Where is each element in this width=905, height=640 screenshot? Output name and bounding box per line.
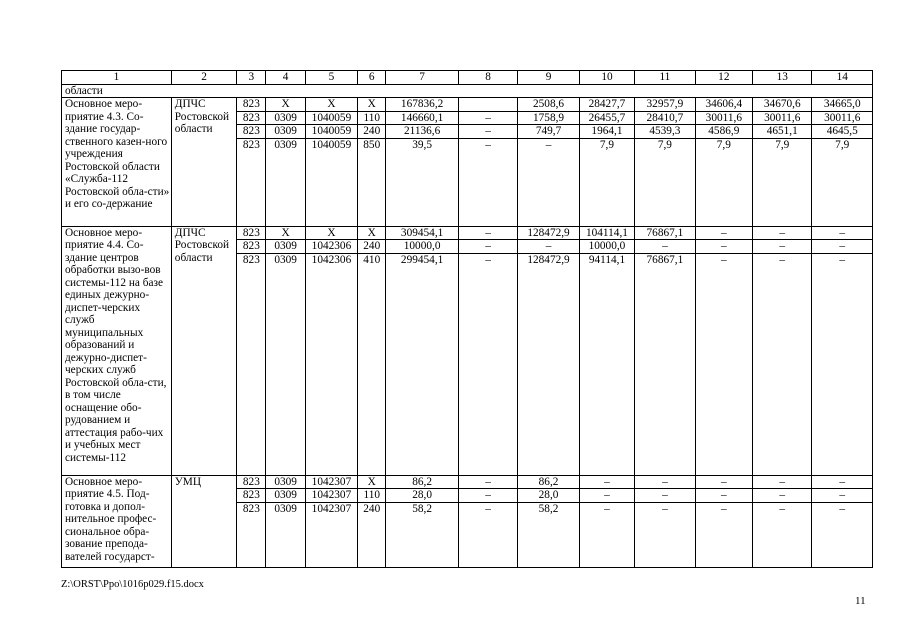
value-cell: X: [305, 226, 357, 240]
value-cell: 146660,1: [386, 111, 459, 125]
value-cell: 1042306: [305, 253, 357, 475]
value-cell: –: [695, 226, 752, 240]
value-cell: –: [458, 226, 517, 240]
value-cell: 7,9: [579, 138, 634, 226]
value-cell: 0309: [266, 240, 305, 254]
value-cell: 0309: [266, 253, 305, 475]
header-row: [62, 71, 873, 85]
footer-file-path: Z:\ORST\Ppo\1016p029.f15.docx: [61, 579, 204, 590]
value-cell: X: [266, 226, 305, 240]
value-cell: 823: [237, 502, 266, 567]
continuation-row: [62, 84, 873, 98]
header-cell: 13: [753, 71, 812, 85]
value-cell: –: [812, 489, 873, 503]
header-cell: 9: [518, 71, 579, 85]
value-cell: 7,9: [635, 138, 695, 226]
value-cell: 1040059: [305, 111, 357, 125]
value-cell: –: [458, 138, 517, 226]
value-cell: 58,2: [386, 502, 459, 567]
value-cell: [458, 98, 517, 112]
table-row: [62, 98, 873, 112]
value-cell: –: [695, 253, 752, 475]
value-cell: –: [812, 475, 873, 489]
value-cell: 28,0: [518, 489, 579, 503]
value-cell: –: [635, 475, 695, 489]
value-cell: 240: [358, 125, 386, 139]
value-cell: 0309: [266, 125, 305, 139]
value-cell: –: [812, 253, 873, 475]
value-cell: 0309: [266, 138, 305, 226]
value-cell: 1040059: [305, 138, 357, 226]
measure-name-cell: Основное меро-приятие 4.5. Под-готовка и допол-нительное профес-сиональное обра-зование препода-вателей государст-: [62, 475, 172, 567]
value-cell: 1042306: [305, 240, 357, 254]
value-cell: 30011,6: [753, 111, 812, 125]
value-cell: –: [458, 502, 517, 567]
value-cell: –: [579, 475, 634, 489]
value-cell: –: [812, 502, 873, 567]
value-cell: 1042307: [305, 475, 357, 489]
value-cell: 28410,7: [635, 111, 695, 125]
value-cell: 823: [237, 111, 266, 125]
value-cell: 34670,6: [753, 98, 812, 112]
value-cell: –: [812, 240, 873, 254]
value-cell: –: [518, 138, 579, 226]
value-cell: 240: [358, 502, 386, 567]
value-cell: 128472,9: [518, 226, 579, 240]
header-cell: 4: [266, 71, 305, 85]
value-cell: 7,9: [753, 138, 812, 226]
value-cell: X: [358, 475, 386, 489]
measure-name-cell: Основное меро-приятие 4.4. Со-здание центров обработки вызо-вов системы-112 на базе единых дежурно-диспет-черских служб муниципальных образований и дежурно-диспет-черских служб Ростовской обла-сти, в том числе оснащение обо-рудованием и аттестация рабо-чих и учебных мест системы-112: [62, 226, 172, 475]
value-cell: 86,2: [518, 475, 579, 489]
value-cell: 1042307: [305, 489, 357, 503]
measure-name-cell: Основное меро-приятие 4.3. Со-здание государ-ственного казен-ного учреждения Ростовской области «Служба-112 Ростовской обла-сти» и его со-держание: [62, 98, 172, 227]
value-cell: 823: [237, 489, 266, 503]
value-cell: 76867,1: [635, 226, 695, 240]
value-cell: –: [635, 502, 695, 567]
value-cell: 823: [237, 253, 266, 475]
value-cell: 240: [358, 240, 386, 254]
value-cell: 2508,6: [518, 98, 579, 112]
value-cell: –: [812, 226, 873, 240]
value-cell: 850: [358, 138, 386, 226]
value-cell: 749,7: [518, 125, 579, 139]
value-cell: 4651,1: [753, 125, 812, 139]
value-cell: –: [753, 489, 812, 503]
value-cell: 1040059: [305, 125, 357, 139]
value-cell: 823: [237, 226, 266, 240]
header-cell: 6: [358, 71, 386, 85]
value-cell: –: [695, 475, 752, 489]
value-cell: –: [518, 240, 579, 254]
value-cell: 299454,1: [386, 253, 459, 475]
value-cell: 0309: [266, 502, 305, 567]
table-row: [62, 226, 873, 240]
value-cell: –: [753, 253, 812, 475]
header-cell: 11: [635, 71, 695, 85]
value-cell: X: [266, 98, 305, 112]
value-cell: –: [695, 502, 752, 567]
value-cell: –: [695, 489, 752, 503]
header-cell: 5: [305, 71, 357, 85]
value-cell: –: [458, 489, 517, 503]
value-cell: X: [358, 226, 386, 240]
value-cell: 823: [237, 240, 266, 254]
value-cell: –: [753, 475, 812, 489]
header-cell: 1: [62, 71, 172, 85]
value-cell: 104114,1: [579, 226, 634, 240]
value-cell: –: [458, 475, 517, 489]
value-cell: 0309: [266, 111, 305, 125]
executor-cell: ДПЧС Ростовской области: [171, 98, 236, 227]
header-cell: 3: [237, 71, 266, 85]
table-row: [62, 475, 873, 489]
value-cell: 167836,2: [386, 98, 459, 112]
value-cell: 21136,6: [386, 125, 459, 139]
value-cell: 128472,9: [518, 253, 579, 475]
value-cell: 28427,7: [579, 98, 634, 112]
value-cell: –: [458, 111, 517, 125]
value-cell: 110: [358, 111, 386, 125]
value-cell: 34665,0: [812, 98, 873, 112]
value-cell: –: [635, 489, 695, 503]
value-cell: 4586,9: [695, 125, 752, 139]
value-cell: 76867,1: [635, 253, 695, 475]
value-cell: 28,0: [386, 489, 459, 503]
header-cell: 2: [171, 71, 236, 85]
value-cell: 1964,1: [579, 125, 634, 139]
value-cell: 309454,1: [386, 226, 459, 240]
header-cell: 14: [812, 71, 873, 85]
value-cell: 823: [237, 475, 266, 489]
value-cell: –: [458, 253, 517, 475]
value-cell: 823: [237, 125, 266, 139]
value-cell: X: [305, 98, 357, 112]
value-cell: 0309: [266, 475, 305, 489]
header-cell: 8: [458, 71, 517, 85]
value-cell: –: [579, 502, 634, 567]
value-cell: 39,5: [386, 138, 459, 226]
value-cell: –: [753, 240, 812, 254]
value-cell: 34606,4: [695, 98, 752, 112]
header-cell: 10: [579, 71, 634, 85]
value-cell: 823: [237, 138, 266, 226]
value-cell: 0309: [266, 489, 305, 503]
value-cell: 1042307: [305, 502, 357, 567]
value-cell: 94114,1: [579, 253, 634, 475]
value-cell: 32957,9: [635, 98, 695, 112]
executor-cell: ДПЧС Ростовской области: [171, 226, 236, 475]
value-cell: 10000,0: [386, 240, 459, 254]
executor-cell: УМЦ: [171, 475, 236, 567]
page-number: 11: [855, 595, 866, 607]
value-cell: –: [458, 240, 517, 254]
value-cell: 7,9: [695, 138, 752, 226]
value-cell: 86,2: [386, 475, 459, 489]
value-cell: –: [695, 240, 752, 254]
value-cell: 410: [358, 253, 386, 475]
value-cell: 7,9: [812, 138, 873, 226]
value-cell: 30011,6: [695, 111, 752, 125]
budget-table: [61, 70, 873, 568]
value-cell: 1758,9: [518, 111, 579, 125]
value-cell: 4539,3: [635, 125, 695, 139]
value-cell: –: [458, 125, 517, 139]
value-cell: –: [753, 502, 812, 567]
value-cell: –: [579, 489, 634, 503]
continuation-cell: области: [62, 84, 873, 98]
value-cell: 823: [237, 98, 266, 112]
value-cell: 26455,7: [579, 111, 634, 125]
header-cell: 12: [695, 71, 752, 85]
value-cell: 30011,6: [812, 111, 873, 125]
value-cell: 4645,5: [812, 125, 873, 139]
value-cell: X: [358, 98, 386, 112]
value-cell: –: [753, 226, 812, 240]
value-cell: 110: [358, 489, 386, 503]
value-cell: 58,2: [518, 502, 579, 567]
value-cell: 10000,0: [579, 240, 634, 254]
header-cell: 7: [386, 71, 459, 85]
value-cell: –: [635, 240, 695, 254]
